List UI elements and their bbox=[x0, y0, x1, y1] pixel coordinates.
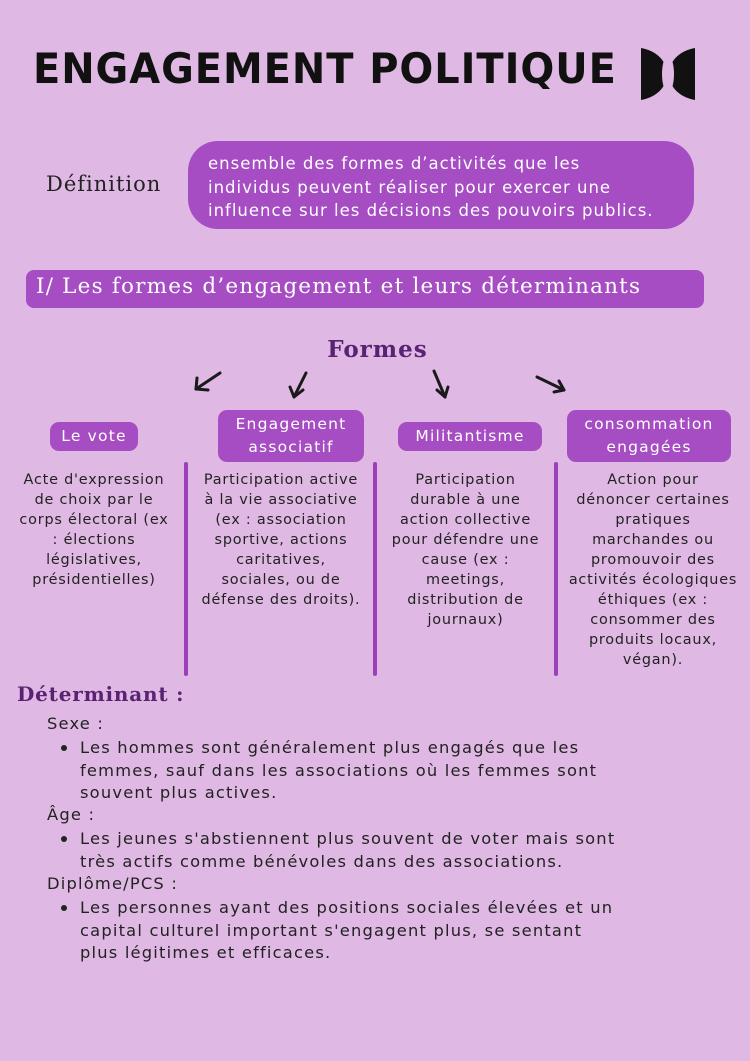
forme-label-engagement-associatif: Engagement associatif bbox=[218, 410, 364, 462]
page-title: ENGAGEMENT POLITIQUE bbox=[33, 44, 617, 93]
arrow-down-left-icon bbox=[196, 373, 220, 390]
arrow-down-left-icon bbox=[290, 373, 306, 397]
forme-description-engagement-associatif: Participation active à la vie associative (ex : association sportive, actions caritatives, sociales, ou de défense des droits). bbox=[201, 472, 361, 608]
arrow-down-right-icon bbox=[434, 371, 448, 397]
arrow-down-right-icon bbox=[537, 377, 564, 392]
definition-line: ensemble des formes d’activités que les bbox=[208, 154, 581, 173]
determinant-bullet-diplome-pcs: Les personnes ayant des positions sociales élevées et un capital culturel important s'engagent plus, se sentant plus légitimes et efficaces. bbox=[80, 897, 680, 965]
definition-label: Définition bbox=[46, 172, 162, 196]
bowtie-logo-icon bbox=[641, 48, 695, 100]
definition-line: individus peuvent réaliser pour exercer une bbox=[208, 177, 612, 197]
forme-description-militantisme: Participation durable à une action collective pour défendre une cause (ex : meetings, distribution de journaux) bbox=[391, 472, 540, 628]
definition-line: influence sur les décisions des pouvoirs publics. bbox=[208, 201, 654, 220]
bullet-dot-icon bbox=[61, 836, 67, 842]
forme-label-vote: Le vote bbox=[50, 422, 138, 451]
formes-heading: Formes bbox=[327, 336, 428, 363]
bullet-dot-icon bbox=[61, 905, 67, 911]
definition-box bbox=[188, 141, 694, 229]
column-divider bbox=[373, 462, 377, 676]
column-divider bbox=[184, 462, 188, 676]
determinants-heading: Déterminant : bbox=[17, 682, 185, 706]
forme-label-militantisme: Militantisme bbox=[398, 422, 542, 451]
arrows-group bbox=[0, 362, 750, 407]
section-heading: I/ Les formes d’engagement et leurs déterminants bbox=[26, 270, 704, 308]
forme-description-consommation-engagee: Action pour dénoncer certaines pratiques marchandes ou promouvoir des activités écologiques éthiques (ex : consommer des produits locaux, végan). bbox=[568, 472, 738, 668]
determinant-bullet-age: Les jeunes s'abstiennent plus souvent de voter mais sont très actifs comme bénévoles dans des associations. bbox=[80, 828, 680, 873]
bullet-dot-icon bbox=[61, 745, 67, 751]
forme-description-vote: Acte d'expression de choix par le corps électoral (ex : élections législatives, présidentielles) bbox=[19, 472, 169, 588]
determinant-bullet-sexe: Les hommes sont généralement plus engagés que les femmes, sauf dans les associations où les femmes sont souvent plus actives. bbox=[80, 737, 680, 805]
determinant-label-diplome-pcs: Diplôme/PCS : bbox=[47, 874, 179, 893]
forme-label-consommation-engagee: consommation engagées bbox=[567, 410, 731, 462]
determinant-label-age: Âge : bbox=[47, 805, 96, 824]
determinant-label-sexe: Sexe : bbox=[47, 714, 105, 733]
